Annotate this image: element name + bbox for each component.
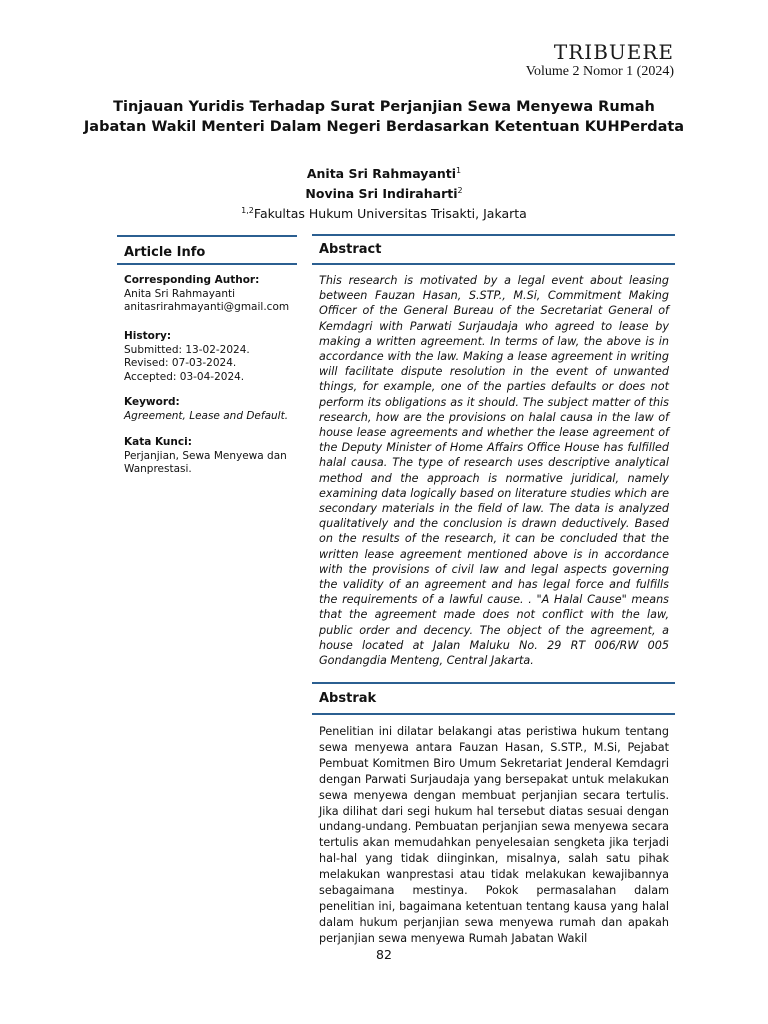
keyword-list: Agreement, Lease and Default. xyxy=(124,409,289,422)
history xyxy=(124,330,294,384)
page-number: 82 xyxy=(376,947,392,962)
kata-kunci xyxy=(124,436,294,477)
author-2-sup: 2 xyxy=(457,186,463,196)
article-info-heading: Article Info xyxy=(124,245,206,260)
affiliation-sup: 1,2 xyxy=(241,206,254,216)
abstract-heading: Abstract xyxy=(319,242,382,257)
author-1 xyxy=(84,162,684,182)
accepted-date: Accepted: 03-04-2024. xyxy=(124,370,245,383)
abstrak-bottom-rule xyxy=(312,713,675,715)
author-2-name: Novina Sri Indiraharti xyxy=(305,186,458,202)
journal-volume: Volume 2 Nomor 1 (2024) xyxy=(525,64,674,79)
corresponding-name: Anita Sri Rahmayanti xyxy=(124,287,236,300)
author-1-name: Anita Sri Rahmayanti xyxy=(306,166,457,182)
history-label: History: xyxy=(124,330,172,342)
article-title xyxy=(60,97,708,137)
kata-kunci-list: Perjanjian, Sewa Menyewa dan Wanprestasi. xyxy=(124,449,287,475)
abstract-text: This research is motivated by a legal event about leasing between Fauzan Hasan, S.STP., M.Si, Commitment Making Officer of the General Bureau of the Secretariat General of Kemdagri with Parwati Surjaudaja who agreed to lease by making a written agreement. In terms of law, the above is in accordance with the law. Making a lease agreement in writing will facilitate dispute resolution in the event of unwanted things, for example, one of the parties defaults or does not perform its obligations as it should. The subject matter of this research, how are the provisions on halal causa in the law of house lease agreements and whether the lease agreement of the Deputy Minister of Home Affairs Office House has fulfilled halal causa. The type of research uses descriptive analytical method and the approach is normative juridical, namely examining data logically based on literature studies which are secondary materials in the field of law. The data is analyzed qualitatively and the conclusion is drawn deductively. Based on the results of the research, it can be concluded that the written lease agreement mentioned above is in accordance with the provisions of civil law and legal aspects governing the validity of an agreement and has legal force and fulfills the requirements of a lawful cause. . "A Halal Cause" means that the agreement made does not conflict with the law, public order and decency. The object of the agreement, a house located at Jalan Maluku No. 29 RT 006/RW 005 Gondangdia Menteng, Central Jakarta. xyxy=(319,274,669,668)
title-line-2: Jabatan Wakil Menteri Dalam Negeri Berdasarkan Ketentuan KUHPerdata xyxy=(83,119,685,135)
kata-kunci-label: Kata Kunci: xyxy=(124,436,192,448)
author-1-sup: 1 xyxy=(456,166,462,175)
corresponding-author xyxy=(124,274,294,315)
affiliation-text: Fakultas Hukum Universitas Trisakti, Jakarta xyxy=(253,206,527,222)
abstract-top-rule xyxy=(312,234,675,236)
author-block xyxy=(84,162,684,222)
abstrak-top-rule xyxy=(312,682,675,684)
abstrak-heading: Abstrak xyxy=(319,691,377,706)
article-info-top-rule xyxy=(117,235,297,237)
corresponding-label: Corresponding Author: xyxy=(124,274,260,286)
abstrak-text: Penelitian ini dilatar belakangi atas peristiwa hukum tentang sewa menyewa antara Fauzan Hasan, S.STP., M.Si, Pejabat Pembuat Komitmen Biro Umum Sekretariat Jenderal Kemdagri dengan Parwati Surjaudaja yang bersepakat untuk melakukan sewa menyewa dengan membuat perjanjian secara tertulis. Jika dilihat dari segi hukum hal tersebut diatas sesuai dengan undang-undang. Pembuatan perjanjian sewa menyewa secara tertulis akan memudahkan penyelesaian sengketa jika terjadi hal-hal yang tidak diinginkan, misalnya, salah satu pihak melakukan wanprestasi atau tidak melakukan kewajibannya sebagaimana mestinya. Pokok permasalahan dalam penelitian ini, bagaimana ketentuan tentang kausa yang halal dalam hukum perjanjian sewa menyewa rumah dan apakah perjanjian sewa menyewa Rumah Jabatan Wakil xyxy=(319,725,669,945)
journal-name: TRIBUERE xyxy=(553,40,674,64)
affiliation xyxy=(84,202,684,222)
abstract-bottom-rule xyxy=(312,263,675,265)
keyword-label: Keyword: xyxy=(124,396,180,408)
keywords xyxy=(124,396,294,423)
title-line-1: Tinjauan Yuridis Terhadap Surat Perjanjian Sewa Menyewa Rumah xyxy=(113,99,655,115)
article-info-bottom-rule xyxy=(117,263,297,265)
submitted-date: Submitted: 13-02-2024. xyxy=(124,343,250,356)
revised-date: Revised: 07-03-2024. xyxy=(124,357,237,369)
corresponding-email: anitasrirahmayanti@gmail.com xyxy=(124,301,290,313)
author-2 xyxy=(84,182,684,202)
